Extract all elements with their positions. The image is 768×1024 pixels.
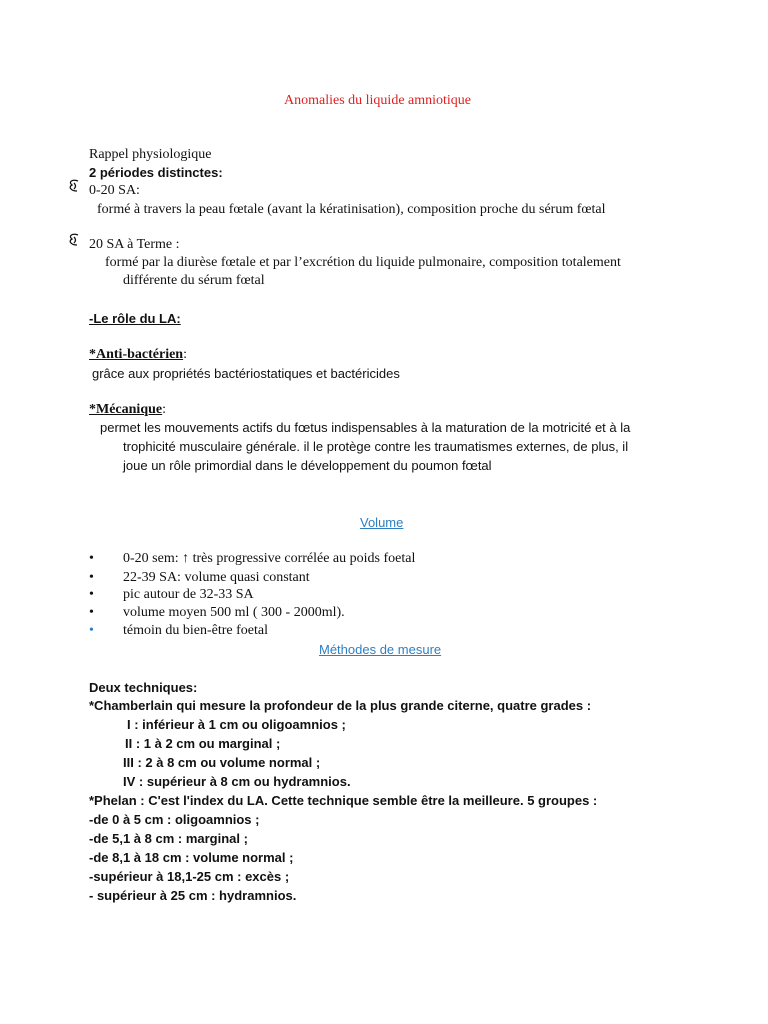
meca-text-line3: joue un rôle primordial dans le développement du poumon fœtal [123,458,492,473]
document-title: Anomalies du liquide amniotique [284,93,472,108]
antibact-label: *Anti-bactérien [89,347,184,362]
antibact-heading [89,346,187,364]
methodes-heading: Méthodes de mesure [319,642,442,657]
meca-heading [89,401,166,419]
methode-line: -de 8,1 à 18 cm : volume normal ; [89,850,294,865]
volume-item: volume moyen 500 ml ( 300 - 2000ml). [123,605,345,620]
methode-line: -de 0 à 5 cm : oligoamnios ; [89,812,260,827]
methode-line: I : inférieur à 1 cm ou oligoamnios ; [127,717,346,732]
methode-line: *Chamberlain qui mesure la profondeur de la plus grande citerne, quatre grades : [89,698,592,713]
methode-line: III : 2 à 8 cm ou volume normal ; [123,755,321,770]
period2-label: 20 SA à Terme : [89,237,180,252]
period2-text-line2: différente du sérum fœtal [123,273,265,288]
role-heading: -Le rôle du LA: [89,311,181,326]
periods-label: 2 périodes distinctes: [89,165,223,180]
rappel-heading: Rappel physiologique [89,147,212,162]
volume-bullet: • [89,623,94,638]
volume-bullet: • [89,570,94,585]
curl-bullet-icon [66,232,80,248]
volume-item: 0-20 sem: ↑ très progressive corrélée au poids foetal [123,551,416,566]
meca-text-line1: permet les mouvements actifs du fœtus indispensables à la maturation de la motricité et à la [100,420,631,435]
antibact-text: grâce aux propriétés bactériostatiques et bactéricides [92,366,400,381]
methode-line: *Phelan : C'est l'index du LA. Cette technique semble être la meilleure. 5 groupes : [89,793,598,808]
antibact-colon: : [183,347,187,362]
curl-bullet-icon [66,178,80,194]
methode-line: II : 1 à 2 cm ou marginal ; [125,736,281,751]
methode-line: -de 5,1 à 8 cm : marginal ; [89,831,248,846]
methode-line: Deux techniques: [89,680,198,695]
meca-label: *Mécanique [89,402,163,417]
meca-colon: : [162,402,166,417]
volume-bullet: • [89,587,94,602]
period2-text-line1: formé par la diurèse fœtale et par l’excrétion du liquide pulmonaire, composition totalement [105,255,621,270]
methode-line: IV : supérieur à 8 cm ou hydramnios. [123,774,351,789]
volume-bullet: • [89,605,94,620]
volume-item: 22-39 SA: volume quasi constant [123,570,310,585]
methode-line: - supérieur à 25 cm : hydramnios. [89,888,297,903]
volume-heading: Volume [360,515,404,530]
volume-item: témoin du bien-être foetal [123,623,268,638]
volume-item: pic autour de 32-33 SA [123,587,254,602]
volume-bullet: • [89,551,94,566]
period1-label: 0-20 SA: [89,183,140,198]
period1-text: formé à travers la peau fœtale (avant la kératinisation), composition proche du sérum fœtal [97,202,606,217]
methode-line: -supérieur à 18,1-25 cm : excès ; [89,869,290,884]
meca-text-line2: trophicité musculaire générale. il le protège contre les traumatismes externes, de plus, il [123,439,629,454]
